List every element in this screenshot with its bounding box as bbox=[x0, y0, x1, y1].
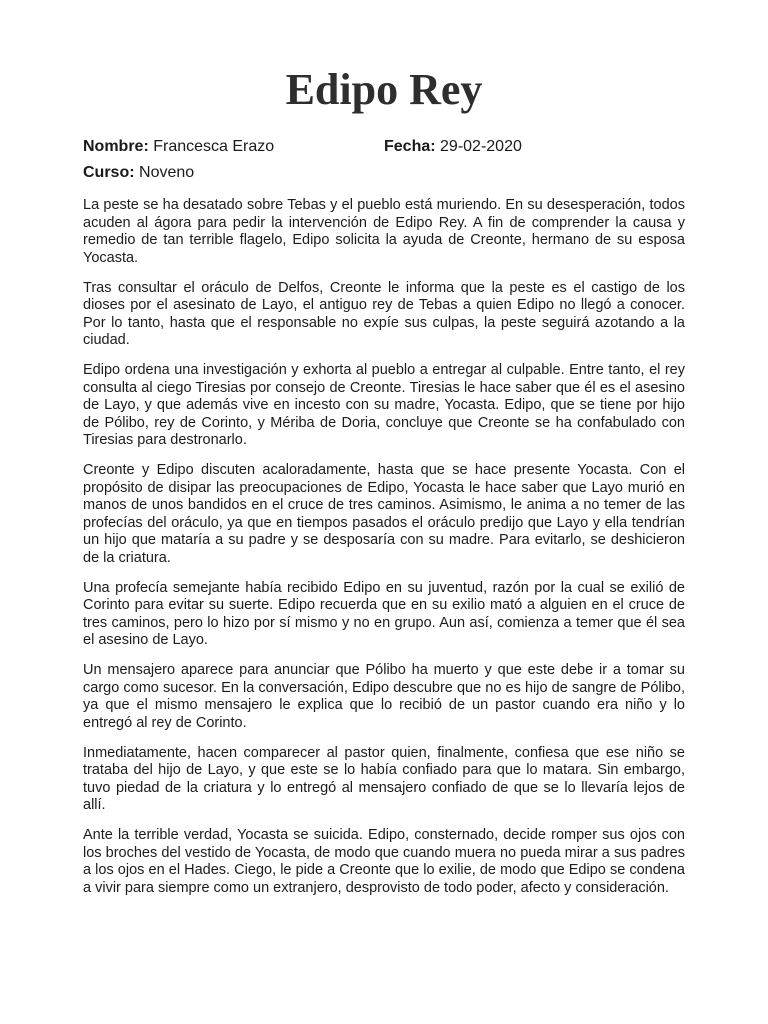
nombre-label: Nombre: bbox=[83, 138, 149, 155]
fecha-value: 29-02-2020 bbox=[440, 138, 522, 155]
paragraph-1: La peste se ha desatado sobre Tebas y el pueblo está muriendo. En su desesperación, todos acuden al ágora para pedir la intervención de Edipo Rey. A fin de comprender la causa y remedio de tan terrible flagelo, Edipo solicita la ayuda de Creonte, hermano de su esposa Yocasta. bbox=[83, 197, 685, 266]
paragraph-4: Creonte y Edipo discuten acaloradamente, hasta que se hace presente Yocasta. Con el propósito de disipar las preocupaciones de Edipo, Yocasta le hace saber que Layo murió en manos de unos bandidos en el cruce de tres caminos. Asimismo, le anima a no temer de las profecías del oráculo, ya que en tiempos pasados el oráculo predijo que Layo y ella tendrían un hijo que mataría a su padre y se desposaría con su madre. Para evitarlo, se deshicieron de la criatura. bbox=[83, 462, 685, 566]
curso-label: Curso: bbox=[83, 164, 135, 181]
student-name bbox=[83, 136, 384, 158]
course bbox=[83, 162, 194, 184]
meta-row-course bbox=[83, 162, 685, 184]
document-title: Edipo Rey bbox=[285, 65, 483, 114]
document-body bbox=[83, 197, 685, 897]
date bbox=[384, 136, 522, 158]
paragraph-5: Una profecía semejante había recibido Edipo en su juventud, razón por la cual se exilió de Corinto para evitar su suerte. Edipo recuerda que en su exilio mató a alguien en el cruce de tres caminos, pero lo hizo por sí mismo y no en grupo. Aun así, comienza a temer que él sea el asesino de Layo. bbox=[83, 579, 685, 648]
fecha-label: Fecha: bbox=[384, 138, 436, 155]
paragraph-2: Tras consultar el oráculo de Delfos, Creonte le informa que la peste es el castigo de los dioses por el asesinato de Layo, el antiguo rey de Tebas a quien Edipo no llegó a conocer. Por lo tanto, hasta que el responsable no expíe sus culpas, la peste seguirá azotando a la ciudad. bbox=[83, 279, 685, 348]
meta-row-name-date bbox=[83, 136, 685, 158]
paragraph-7: Inmediatamente, hacen comparecer al pastor quien, finalmente, confiesa que ese niño se trataba del hijo de Layo, y que este se lo había confiado para que lo matara. Sin embargo, tuvo piedad de la criatura y lo entregó al mensajero confiado de que se lo llevaría lejos de allí. bbox=[83, 744, 685, 813]
paragraph-6: Un mensajero aparece para anunciar que Pólibo ha muerto y que este debe ir a tomar su cargo como sucesor. En la conversación, Edipo descubre que no es hijo de sangre de Pólibo, ya que el mismo mensajero le explica que lo recibió de un pastor cuando era niño y lo entregó al rey de Corinto. bbox=[83, 662, 685, 731]
paragraph-3: Edipo ordena una investigación y exhorta al pueblo a entregar al culpable. Entre tanto, el rey consulta al ciego Tiresias por consejo de Creonte. Tiresias le hace saber que él es el asesino de Layo, y que además vive en incesto con su madre, Yocasta. Edipo, que se tiene por hijo de Pólibo, rey de Corinto, y Mériba de Doria, concluye que Creonte se ha confabulado con Tiresias para destronarlo. bbox=[83, 362, 685, 448]
paragraph-8: Ante la terrible verdad, Yocasta se suicida. Edipo, consternado, decide romper sus ojos con los broches del vestido de Yocasta, de modo que cuando muera no pueda mirar a sus padres a los ojos en el Hades. Ciego, le pide a Creonte que lo exilie, de modo que Edipo se condena a vivir para siempre como un extranjero, desprovisto de todo poder, afecto y consideración. bbox=[83, 827, 685, 896]
curso-value: Noveno bbox=[139, 164, 195, 181]
nombre-value: Francesca Erazo bbox=[153, 138, 275, 155]
